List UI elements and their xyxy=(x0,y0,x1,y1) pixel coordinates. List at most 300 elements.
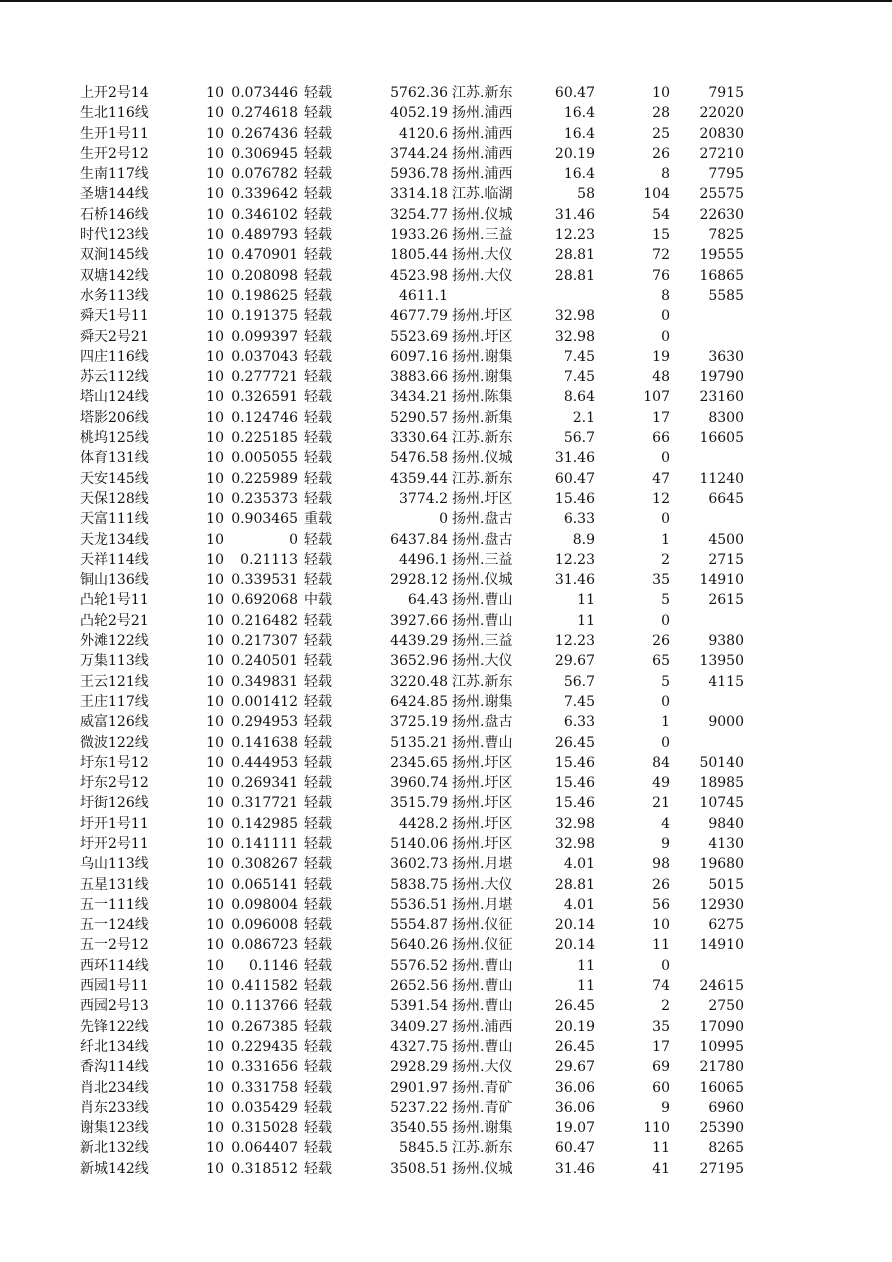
cell-area[interactable]: 江苏.新东 xyxy=(452,430,513,447)
cell-rate[interactable]: 0.339531 xyxy=(231,572,298,589)
cell-load[interactable]: 轻载 xyxy=(304,714,332,731)
cell-rate[interactable]: 0.076782 xyxy=(231,166,298,183)
cell-cap[interactable]: 2928.12 xyxy=(390,572,448,589)
cell-kv[interactable]: 10 xyxy=(206,490,224,507)
cell-len[interactable]: 7.45 xyxy=(563,693,595,710)
cell-cnt[interactable]: 0 xyxy=(661,957,670,974)
cell-name[interactable]: 新城142线 xyxy=(80,1160,149,1177)
cell-len[interactable]: 36.06 xyxy=(554,1079,595,1096)
cell-cnt[interactable]: 10 xyxy=(652,85,670,101)
cell-len[interactable]: 56.7 xyxy=(563,673,595,690)
cell-cap[interactable]: 5762.36 xyxy=(390,85,448,101)
cell-kv[interactable]: 10 xyxy=(206,653,224,670)
cell-len[interactable]: 28.81 xyxy=(554,267,595,284)
cell-name[interactable]: 圩街126线 xyxy=(80,795,149,812)
cell-name[interactable]: 肖北234线 xyxy=(80,1079,149,1096)
cell-rate[interactable]: 0.267436 xyxy=(231,125,298,142)
cell-rate[interactable]: 0.470901 xyxy=(231,247,298,264)
cell-cap[interactable]: 5640.26 xyxy=(390,937,448,954)
cell-area[interactable]: 扬州.曹山 xyxy=(452,978,513,995)
cell-name[interactable]: 西环114线 xyxy=(80,957,149,974)
cell-cap[interactable]: 3330.64 xyxy=(390,430,448,447)
cell-cap[interactable]: 1805.44 xyxy=(390,247,448,264)
cell-rate[interactable]: 0 xyxy=(289,531,298,548)
cell-name[interactable]: 圩东1号12 xyxy=(80,754,149,771)
cell-name[interactable]: 西园1号11 xyxy=(80,978,149,995)
cell-load[interactable]: 轻载 xyxy=(304,1120,332,1137)
cell-area[interactable]: 扬州.仪城 xyxy=(452,572,513,589)
cell-kv[interactable]: 10 xyxy=(206,693,224,710)
cell-rate[interactable]: 0.141111 xyxy=(231,835,298,852)
cell-kv[interactable]: 10 xyxy=(206,896,224,913)
cell-cnt[interactable]: 0 xyxy=(661,328,670,345)
cell-kv[interactable]: 10 xyxy=(206,714,224,731)
cell-name[interactable]: 苏云112线 xyxy=(80,369,149,386)
cell-load[interactable]: 轻载 xyxy=(304,653,332,670)
cell-rate[interactable]: 0.235373 xyxy=(231,490,298,507)
cell-name[interactable]: 万集113线 xyxy=(80,653,149,670)
cell-name[interactable]: 新北132线 xyxy=(80,1140,149,1157)
cell-name[interactable]: 桃坞125线 xyxy=(80,430,149,447)
cell-name[interactable]: 塔影206线 xyxy=(80,409,149,426)
cell-name[interactable]: 天祥114线 xyxy=(80,551,149,568)
cell-load[interactable]: 轻载 xyxy=(304,633,332,650)
cell-len[interactable]: 15.46 xyxy=(554,795,595,812)
cell-name[interactable]: 王云121线 xyxy=(80,673,149,690)
cell-cnt[interactable]: 26 xyxy=(652,145,670,162)
cell-area[interactable]: 扬州.新集 xyxy=(452,409,513,426)
cell-sum[interactable]: 6645 xyxy=(708,490,744,507)
cell-sum[interactable]: 6275 xyxy=(708,917,744,934)
cell-cap[interactable]: 4120.6 xyxy=(399,125,448,142)
cell-load[interactable]: 轻载 xyxy=(304,754,332,771)
cell-cap[interactable]: 4052.19 xyxy=(390,105,448,122)
cell-kv[interactable]: 10 xyxy=(206,450,224,467)
cell-load[interactable]: 轻载 xyxy=(304,998,332,1015)
cell-rate[interactable]: 0.096008 xyxy=(231,917,298,934)
cell-area[interactable]: 扬州.圩区 xyxy=(452,328,513,345)
cell-area[interactable]: 扬州.浦西 xyxy=(452,125,513,142)
cell-load[interactable]: 轻载 xyxy=(304,186,332,203)
cell-rate[interactable]: 0.267385 xyxy=(231,1018,298,1035)
cell-cnt[interactable]: 1 xyxy=(661,714,670,731)
cell-area[interactable]: 江苏.新东 xyxy=(452,1140,513,1157)
cell-cap[interactable]: 0 xyxy=(439,511,448,528)
cell-name[interactable]: 五一111线 xyxy=(80,896,149,913)
cell-cnt[interactable]: 0 xyxy=(661,612,670,629)
cell-sum[interactable]: 50140 xyxy=(699,754,744,771)
cell-load[interactable]: 轻载 xyxy=(304,795,332,812)
cell-rate[interactable]: 0.277721 xyxy=(231,369,298,386)
cell-load[interactable]: 重载 xyxy=(304,511,332,528)
cell-sum[interactable]: 27210 xyxy=(699,145,744,162)
cell-cnt[interactable]: 4 xyxy=(661,815,670,832)
cell-load[interactable]: 中载 xyxy=(304,592,332,609)
cell-cnt[interactable]: 17 xyxy=(652,1038,670,1055)
cell-load[interactable]: 轻载 xyxy=(304,85,332,101)
cell-load[interactable]: 轻载 xyxy=(304,1018,332,1035)
cell-len[interactable]: 60.47 xyxy=(554,470,595,487)
cell-load[interactable]: 轻载 xyxy=(304,531,332,548)
cell-rate[interactable]: 0.331656 xyxy=(231,1059,298,1076)
cell-area[interactable]: 扬州.圩区 xyxy=(452,795,513,812)
cell-rate[interactable]: 0.229435 xyxy=(231,1038,298,1055)
cell-area[interactable]: 扬州.圩区 xyxy=(452,754,513,771)
cell-len[interactable]: 7.45 xyxy=(563,369,595,386)
cell-name[interactable]: 四庄116线 xyxy=(80,348,149,365)
cell-sum[interactable]: 13950 xyxy=(699,653,744,670)
cell-cnt[interactable]: 60 xyxy=(652,1079,670,1096)
cell-len[interactable]: 7.45 xyxy=(563,348,595,365)
cell-name[interactable]: 五星131线 xyxy=(80,876,149,893)
cell-sum[interactable]: 16065 xyxy=(699,1079,744,1096)
cell-kv[interactable]: 10 xyxy=(206,430,224,447)
cell-kv[interactable]: 10 xyxy=(206,348,224,365)
cell-sum[interactable]: 19790 xyxy=(699,369,744,386)
cell-name[interactable]: 凸轮1号11 xyxy=(80,592,149,609)
cell-name[interactable]: 天富111线 xyxy=(80,511,149,528)
cell-rate[interactable]: 0.294953 xyxy=(231,714,298,731)
cell-kv[interactable]: 10 xyxy=(206,1099,224,1116)
cell-sum[interactable]: 4130 xyxy=(708,835,744,852)
cell-name[interactable]: 五一124线 xyxy=(80,917,149,934)
cell-kv[interactable]: 10 xyxy=(206,1079,224,1096)
cell-kv[interactable]: 10 xyxy=(206,247,224,264)
cell-kv[interactable]: 10 xyxy=(206,389,224,406)
cell-cap[interactable]: 3602.73 xyxy=(390,856,448,873)
cell-sum[interactable]: 11240 xyxy=(699,470,744,487)
cell-load[interactable]: 轻载 xyxy=(304,1099,332,1116)
cell-cap[interactable]: 3652.96 xyxy=(390,653,448,670)
cell-cap[interactable]: 4359.44 xyxy=(390,470,448,487)
cell-sum[interactable]: 2615 xyxy=(708,592,744,609)
cell-area[interactable]: 扬州.谢集 xyxy=(452,1120,513,1137)
cell-cnt[interactable]: 49 xyxy=(652,775,670,792)
cell-sum[interactable]: 8265 xyxy=(708,1140,744,1157)
cell-len[interactable]: 31.46 xyxy=(554,572,595,589)
cell-rate[interactable]: 0.240501 xyxy=(231,653,298,670)
cell-name[interactable]: 水务113线 xyxy=(80,287,149,304)
cell-load[interactable]: 轻载 xyxy=(304,978,332,995)
cell-cnt[interactable]: 35 xyxy=(652,572,670,589)
cell-len[interactable]: 56.7 xyxy=(563,430,595,447)
cell-name[interactable]: 香沟114线 xyxy=(80,1059,149,1076)
cell-area[interactable]: 江苏.新东 xyxy=(452,470,513,487)
cell-rate[interactable]: 0.274618 xyxy=(231,105,298,122)
cell-sum[interactable]: 22020 xyxy=(699,105,744,122)
cell-rate[interactable]: 0.208098 xyxy=(231,267,298,284)
cell-load[interactable]: 轻载 xyxy=(304,145,332,162)
cell-rate[interactable]: 0.073446 xyxy=(231,85,298,101)
cell-rate[interactable]: 0.035429 xyxy=(231,1099,298,1116)
cell-kv[interactable]: 10 xyxy=(206,105,224,122)
cell-len[interactable]: 20.19 xyxy=(554,1018,595,1035)
cell-kv[interactable]: 10 xyxy=(206,795,224,812)
cell-rate[interactable]: 0.903465 xyxy=(231,511,298,528)
cell-rate[interactable]: 0.326591 xyxy=(231,389,298,406)
cell-sum[interactable]: 14910 xyxy=(699,937,744,954)
cell-name[interactable]: 西园2号13 xyxy=(80,998,149,1015)
cell-area[interactable]: 扬州.仪城 xyxy=(452,206,513,223)
cell-cnt[interactable]: 65 xyxy=(652,653,670,670)
cell-name[interactable]: 威富126线 xyxy=(80,714,149,731)
cell-cnt[interactable]: 15 xyxy=(652,227,670,244)
cell-cnt[interactable]: 28 xyxy=(652,105,670,122)
cell-kv[interactable]: 10 xyxy=(206,592,224,609)
cell-sum[interactable]: 9840 xyxy=(708,815,744,832)
cell-cap[interactable]: 3725.19 xyxy=(390,714,448,731)
cell-load[interactable]: 轻载 xyxy=(304,490,332,507)
cell-len[interactable]: 28.81 xyxy=(554,247,595,264)
cell-area[interactable]: 扬州.大仪 xyxy=(452,1059,513,1076)
cell-len[interactable]: 16.4 xyxy=(563,125,595,142)
cell-name[interactable]: 圩东2号12 xyxy=(80,775,149,792)
cell-cap[interactable]: 3508.51 xyxy=(390,1160,448,1177)
cell-sum[interactable]: 9380 xyxy=(708,633,744,650)
cell-cap[interactable]: 4327.75 xyxy=(390,1038,448,1055)
cell-sum[interactable]: 9000 xyxy=(708,714,744,731)
cell-len[interactable]: 60.47 xyxy=(554,1140,595,1157)
cell-load[interactable]: 轻载 xyxy=(304,612,332,629)
cell-rate[interactable]: 0.308267 xyxy=(231,856,298,873)
cell-rate[interactable]: 0.306945 xyxy=(231,145,298,162)
cell-kv[interactable]: 10 xyxy=(206,917,224,934)
cell-rate[interactable]: 0.005055 xyxy=(231,450,298,467)
cell-rate[interactable]: 0.141638 xyxy=(231,734,298,751)
cell-name[interactable]: 双涧145线 xyxy=(80,247,149,264)
cell-area[interactable]: 扬州.曹山 xyxy=(452,1038,513,1055)
cell-cap[interactable]: 5140.06 xyxy=(390,835,448,852)
cell-area[interactable]: 扬州.三益 xyxy=(452,227,513,244)
cell-rate[interactable]: 0.086723 xyxy=(231,937,298,954)
cell-rate[interactable]: 0.317721 xyxy=(231,795,298,812)
cell-cnt[interactable]: 5 xyxy=(661,673,670,690)
cell-cap[interactable]: 3744.24 xyxy=(390,145,448,162)
cell-kv[interactable]: 10 xyxy=(206,531,224,548)
cell-load[interactable]: 轻载 xyxy=(304,673,332,690)
cell-sum[interactable]: 4500 xyxy=(708,531,744,548)
cell-load[interactable]: 轻载 xyxy=(304,775,332,792)
cell-load[interactable]: 轻载 xyxy=(304,247,332,264)
cell-area[interactable]: 扬州.大仪 xyxy=(452,267,513,284)
cell-kv[interactable]: 10 xyxy=(206,775,224,792)
cell-load[interactable]: 轻载 xyxy=(304,876,332,893)
cell-rate[interactable]: 0.098004 xyxy=(231,896,298,913)
cell-rate[interactable]: 0.331758 xyxy=(231,1079,298,1096)
cell-sum[interactable]: 23160 xyxy=(699,389,744,406)
cell-load[interactable]: 轻载 xyxy=(304,1140,332,1157)
cell-cnt[interactable]: 17 xyxy=(652,409,670,426)
cell-cap[interactable]: 2928.29 xyxy=(390,1059,448,1076)
cell-load[interactable]: 轻载 xyxy=(304,369,332,386)
cell-cap[interactable]: 2901.97 xyxy=(390,1079,448,1096)
cell-kv[interactable]: 10 xyxy=(206,978,224,995)
cell-sum[interactable]: 2715 xyxy=(708,551,744,568)
cell-kv[interactable]: 10 xyxy=(206,1059,224,1076)
cell-cnt[interactable]: 0 xyxy=(661,308,670,325)
cell-len[interactable]: 29.67 xyxy=(554,653,595,670)
cell-kv[interactable]: 10 xyxy=(206,1140,224,1157)
cell-cap[interactable]: 5237.22 xyxy=(390,1099,448,1116)
cell-name[interactable]: 五一2号12 xyxy=(80,937,149,954)
cell-area[interactable]: 江苏.新东 xyxy=(452,673,513,690)
cell-len[interactable]: 29.67 xyxy=(554,1059,595,1076)
cell-rate[interactable]: 0.411582 xyxy=(231,978,298,995)
cell-cnt[interactable]: 26 xyxy=(652,876,670,893)
cell-rate[interactable]: 0.142985 xyxy=(231,815,298,832)
cell-area[interactable]: 扬州.大仪 xyxy=(452,653,513,670)
cell-name[interactable]: 天保128线 xyxy=(80,490,149,507)
cell-rate[interactable]: 0.037043 xyxy=(231,348,298,365)
cell-kv[interactable]: 10 xyxy=(206,1160,224,1177)
cell-len[interactable]: 4.01 xyxy=(563,896,595,913)
cell-kv[interactable]: 10 xyxy=(206,369,224,386)
cell-cap[interactable]: 64.43 xyxy=(407,592,448,609)
cell-cap[interactable]: 1933.26 xyxy=(390,227,448,244)
cell-load[interactable]: 轻载 xyxy=(304,1079,332,1096)
cell-cnt[interactable]: 74 xyxy=(652,978,670,995)
cell-len[interactable]: 20.14 xyxy=(554,917,595,934)
cell-cap[interactable]: 3515.79 xyxy=(390,795,448,812)
cell-load[interactable]: 轻载 xyxy=(304,348,332,365)
cell-sum[interactable]: 22630 xyxy=(699,206,744,223)
cell-area[interactable]: 扬州.盘古 xyxy=(452,714,513,731)
cell-cap[interactable]: 4428.2 xyxy=(399,815,448,832)
cell-load[interactable]: 轻载 xyxy=(304,409,332,426)
cell-area[interactable]: 江苏.新东 xyxy=(452,85,513,101)
cell-kv[interactable]: 10 xyxy=(206,328,224,345)
cell-area[interactable]: 扬州.曹山 xyxy=(452,957,513,974)
cell-kv[interactable]: 10 xyxy=(206,1120,224,1137)
cell-kv[interactable]: 10 xyxy=(206,1038,224,1055)
cell-cnt[interactable]: 48 xyxy=(652,369,670,386)
cell-area[interactable]: 扬州.谢集 xyxy=(452,693,513,710)
cell-cnt[interactable]: 21 xyxy=(652,795,670,812)
cell-cap[interactable]: 3774.2 xyxy=(399,490,448,507)
cell-area[interactable]: 扬州.曹山 xyxy=(452,734,513,751)
cell-area[interactable]: 扬州.圩区 xyxy=(452,775,513,792)
cell-cap[interactable]: 3409.27 xyxy=(390,1018,448,1035)
cell-len[interactable]: 20.14 xyxy=(554,937,595,954)
cell-sum[interactable]: 19680 xyxy=(699,856,744,873)
cell-kv[interactable]: 10 xyxy=(206,551,224,568)
cell-cap[interactable]: 5290.57 xyxy=(390,409,448,426)
cell-len[interactable]: 58 xyxy=(577,186,595,203)
cell-load[interactable]: 轻载 xyxy=(304,389,332,406)
cell-cap[interactable]: 6437.84 xyxy=(390,531,448,548)
cell-sum[interactable]: 16605 xyxy=(699,430,744,447)
cell-name[interactable]: 天龙134线 xyxy=(80,531,149,548)
cell-rate[interactable]: 0.692068 xyxy=(231,592,298,609)
cell-sum[interactable]: 25575 xyxy=(699,186,744,203)
cell-area[interactable]: 扬州.浦西 xyxy=(452,166,513,183)
cell-len[interactable]: 26.45 xyxy=(554,734,595,751)
cell-area[interactable]: 扬州.仪征 xyxy=(452,917,513,934)
cell-len[interactable]: 32.98 xyxy=(554,815,595,832)
cell-sum[interactable]: 27195 xyxy=(699,1160,744,1177)
cell-cnt[interactable]: 0 xyxy=(661,511,670,528)
cell-rate[interactable]: 0.113766 xyxy=(231,998,298,1015)
cell-kv[interactable]: 10 xyxy=(206,734,224,751)
cell-name[interactable]: 时代123线 xyxy=(80,227,149,244)
cell-name[interactable]: 石桥146线 xyxy=(80,206,149,223)
cell-load[interactable]: 轻载 xyxy=(304,734,332,751)
cell-cap[interactable]: 6424.85 xyxy=(390,693,448,710)
cell-sum[interactable]: 18985 xyxy=(699,775,744,792)
cell-len[interactable]: 11 xyxy=(577,957,595,974)
cell-len[interactable]: 16.4 xyxy=(563,105,595,122)
cell-kv[interactable]: 10 xyxy=(206,835,224,852)
cell-cap[interactable]: 3883.66 xyxy=(390,369,448,386)
cell-load[interactable]: 轻载 xyxy=(304,937,332,954)
cell-area[interactable]: 扬州.三益 xyxy=(452,633,513,650)
cell-kv[interactable]: 10 xyxy=(206,125,224,142)
cell-cap[interactable]: 4439.29 xyxy=(390,633,448,650)
cell-rate[interactable]: 0.225185 xyxy=(231,430,298,447)
cell-cnt[interactable]: 25 xyxy=(652,125,670,142)
cell-rate[interactable]: 0.349831 xyxy=(231,673,298,690)
cell-cap[interactable]: 3254.77 xyxy=(390,206,448,223)
cell-len[interactable]: 26.45 xyxy=(554,998,595,1015)
cell-kv[interactable]: 10 xyxy=(206,937,224,954)
cell-len[interactable]: 12.23 xyxy=(554,227,595,244)
cell-len[interactable]: 12.23 xyxy=(554,551,595,568)
cell-cnt[interactable]: 98 xyxy=(652,856,670,873)
cell-load[interactable]: 轻载 xyxy=(304,206,332,223)
cell-cap[interactable]: 5845.5 xyxy=(399,1140,448,1157)
cell-area[interactable]: 扬州.月堪 xyxy=(452,896,513,913)
cell-len[interactable]: 11 xyxy=(577,592,595,609)
cell-len[interactable]: 60.47 xyxy=(554,85,595,101)
cell-cap[interactable]: 4677.79 xyxy=(390,308,448,325)
cell-sum[interactable]: 17090 xyxy=(699,1018,744,1035)
cell-kv[interactable]: 10 xyxy=(206,998,224,1015)
cell-cnt[interactable]: 8 xyxy=(661,287,670,304)
cell-len[interactable]: 32.98 xyxy=(554,835,595,852)
cell-cap[interactable]: 4611.1 xyxy=(399,287,448,304)
cell-area[interactable]: 扬州.曹山 xyxy=(452,612,513,629)
cell-sum[interactable]: 7795 xyxy=(708,166,744,183)
cell-load[interactable]: 轻载 xyxy=(304,815,332,832)
cell-rate[interactable]: 0.315028 xyxy=(231,1120,298,1137)
cell-kv[interactable]: 10 xyxy=(206,145,224,162)
cell-area[interactable]: 扬州.浦西 xyxy=(452,1018,513,1035)
cell-cap[interactable]: 5536.51 xyxy=(390,896,448,913)
cell-name[interactable]: 凸轮2号21 xyxy=(80,612,149,629)
cell-name[interactable]: 舜天1号11 xyxy=(80,308,149,325)
cell-cap[interactable]: 4523.98 xyxy=(390,267,448,284)
cell-area[interactable]: 扬州.浦西 xyxy=(452,105,513,122)
cell-kv[interactable]: 10 xyxy=(206,815,224,832)
cell-name[interactable]: 铜山136线 xyxy=(80,572,149,589)
cell-cnt[interactable]: 56 xyxy=(652,896,670,913)
cell-name[interactable]: 双塘142线 xyxy=(80,267,149,284)
cell-sum[interactable]: 7825 xyxy=(708,227,744,244)
cell-len[interactable]: 31.46 xyxy=(554,450,595,467)
cell-cnt[interactable]: 2 xyxy=(661,998,670,1015)
cell-name[interactable]: 先锋122线 xyxy=(80,1018,149,1035)
cell-cnt[interactable]: 5 xyxy=(661,592,670,609)
cell-load[interactable]: 轻载 xyxy=(304,917,332,934)
cell-len[interactable]: 8.9 xyxy=(572,531,595,548)
cell-kv[interactable]: 10 xyxy=(206,227,224,244)
cell-name[interactable]: 生南117线 xyxy=(80,166,149,183)
cell-sum[interactable]: 2750 xyxy=(708,998,744,1015)
cell-area[interactable]: 扬州.三益 xyxy=(452,551,513,568)
cell-sum[interactable]: 20830 xyxy=(699,125,744,142)
cell-rate[interactable]: 0.1146 xyxy=(249,957,298,974)
cell-cnt[interactable]: 2 xyxy=(661,551,670,568)
